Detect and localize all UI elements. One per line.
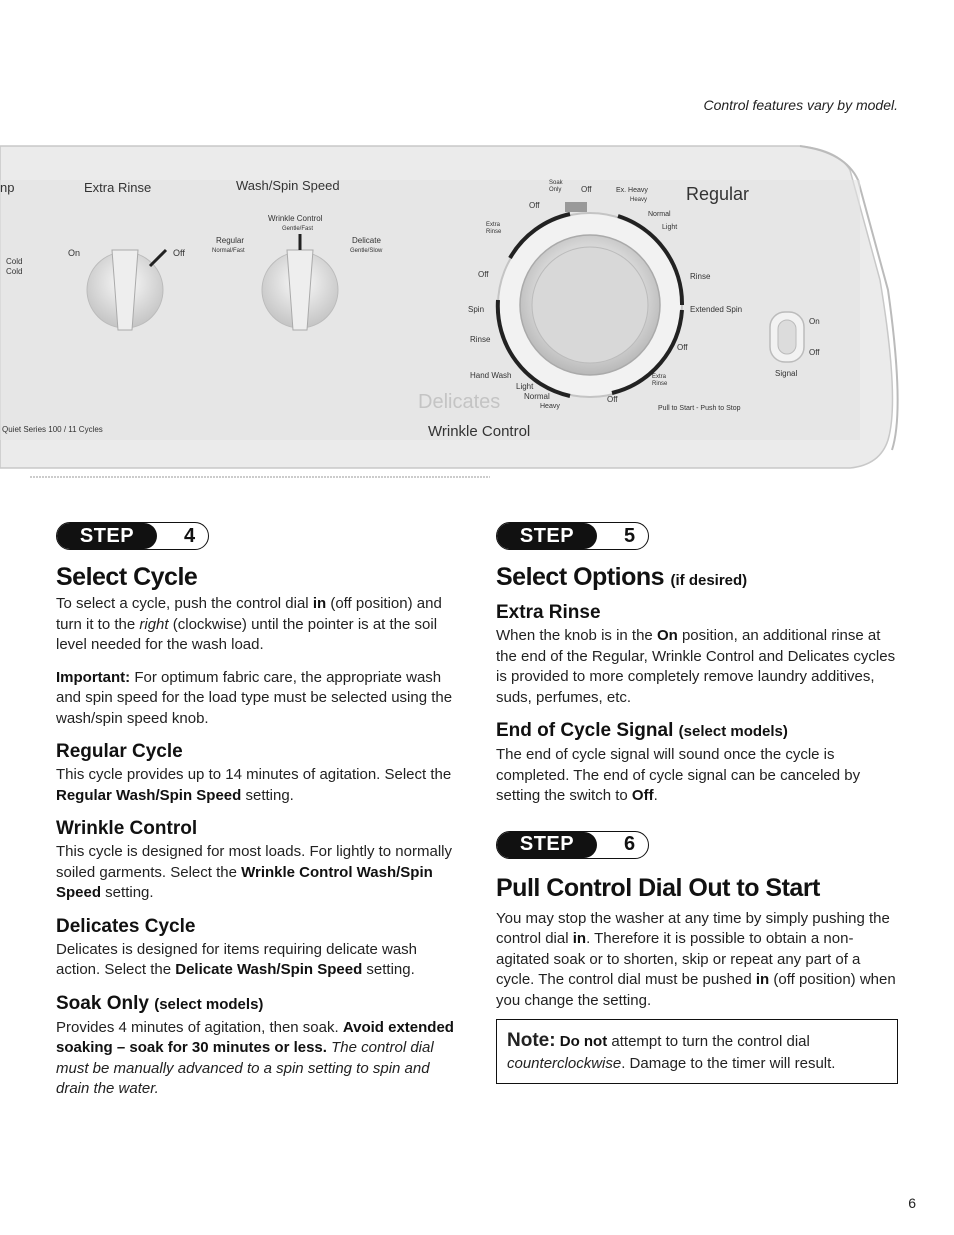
select-cycle-heading: Select Cycle	[56, 563, 198, 591]
important-note: Important: For optimum fabric care, the appropriate wash and spin speed for the load type must be selected using the wash/spin speed knob.	[56, 668, 453, 727]
delicate-knob-label: Delicate	[352, 236, 381, 245]
normal-left-label: Normal	[524, 392, 550, 401]
extra-rinse-left-label-2: Rinse	[486, 229, 502, 235]
regular-cycle-label: Regular	[686, 184, 750, 204]
note-box	[496, 1019, 898, 1084]
soak-only-heading: Soak Only (select models)	[56, 992, 264, 1014]
model-series-label: Quiet Series 100 / 11 Cycles	[2, 425, 103, 434]
step-6-badge	[496, 831, 649, 859]
dial-off-right: Off	[677, 343, 688, 352]
cold-cold-label: Cold	[6, 257, 23, 266]
hand-wash-label: Hand Wash	[470, 371, 512, 380]
select-options-heading: Select Options (if desired)	[496, 563, 748, 591]
wrinkle-control-heading: Wrinkle Control	[56, 818, 198, 839]
delicates-watermark-label: Delicates	[418, 391, 501, 413]
extra-rinse-text: When the knob is in the On position, an additional rinse at the end of the Regular, Wrinkle Control and Delicates cycles is provided to more completely remove laundry additives, suds, perfumes, etc.	[496, 627, 896, 706]
signal-switch[interactable]	[770, 312, 804, 362]
right-column	[496, 522, 901, 1084]
pull-control-dial-text: You may stop the washer at any time by simply pushing the control dial in. Therefore it is possible to obtain a non-agitated soak or to shorten, skip or repeat any part of a cycle. The control dial must be pushed in (off position) when you change the setting.	[496, 909, 896, 1009]
wrinkle-control-text: This cycle is designed for most loads. For lightly to normally soiled garments. Select the Wrinkle Control Wash/Spin Speed setting.	[56, 843, 452, 901]
pull-to-start-label: Pull to Start - Push to Stop	[658, 405, 741, 412]
pull-control-dial-heading: Pull Control Dial Out to Start	[496, 873, 820, 902]
page-number: 6	[908, 1195, 916, 1211]
select-cycle-intro: To select a cycle, push the control dial in (off position) and turn it to the right (clockwise) until the pointer is at the soil level needed for the wash load.	[56, 595, 442, 653]
extended-spin-label: Extended Spin	[690, 305, 743, 314]
model-note: Control features vary by model.	[703, 97, 898, 113]
extra-rinse-dial-label: Extra	[652, 374, 667, 380]
light-left-label: Light	[516, 382, 534, 391]
normal-label: Normal	[648, 211, 671, 218]
step-number: 6	[623, 833, 636, 855]
control-panel-illustration	[0, 140, 900, 480]
delicates-cycle-heading: Delicates Cycle	[56, 915, 196, 937]
step-5-badge	[496, 522, 649, 550]
wrinkle-control-knob-label: Wrinkle Control	[268, 214, 323, 223]
end-of-cycle-signal-heading: End of Cycle Signal (select models)	[496, 720, 788, 741]
dial-off-bottom: Off	[607, 395, 618, 404]
regular-cycle-heading: Regular Cycle	[56, 741, 183, 762]
cold-cold-label-2: Cold	[6, 267, 23, 276]
dial-off-top: Off	[581, 185, 592, 194]
rinse-left-label: Rinse	[470, 335, 491, 344]
rinse-label: Rinse	[690, 272, 711, 281]
wash-spin-speed-label: Wash/Spin Speed	[236, 178, 340, 193]
extra-rinse-on-label: On	[68, 248, 81, 258]
left-column	[56, 522, 461, 1100]
heavy-label: Heavy	[630, 197, 648, 203]
extra-rinse-heading: Extra Rinse	[496, 602, 601, 623]
dial-off-top-left: Off	[529, 201, 540, 210]
step-label: STEP	[497, 832, 597, 858]
signal-label: Signal	[775, 369, 798, 378]
dial-off-left: Off	[478, 270, 489, 279]
light-label: Light	[662, 224, 678, 231]
regular-knob-label: Regular	[216, 236, 245, 245]
soak-only-label-2: Only	[549, 187, 562, 193]
gentle-fast-label: Gentle/Fast	[282, 226, 314, 232]
normal-fast-label: Normal/Fast	[212, 248, 245, 254]
step-number: 4	[183, 524, 196, 547]
step-label: STEP	[57, 523, 157, 549]
step-4-badge	[56, 522, 209, 550]
heavy-left-label: Heavy	[540, 403, 560, 410]
regular-cycle-text: This cycle provides up to 14 minutes of agitation. Select the Regular Wash/Spin Speed setting.	[56, 766, 452, 804]
note-text: Note: Do not attempt to turn the control dial counterclockwise. Damage to the timer will result.	[507, 1030, 836, 1072]
wrinkle-control-panel-label: Wrinkle Control	[428, 423, 531, 440]
soak-only-label: Soak	[549, 180, 563, 186]
extra-rinse-panel-label: Extra Rinse	[84, 180, 152, 195]
step-number: 5	[623, 524, 636, 547]
signal-off-label: Off	[809, 348, 820, 357]
extra-rinse-left-label: Extra	[486, 222, 501, 228]
extra-rinse-off-label: Off	[173, 248, 185, 258]
step-label: STEP	[497, 523, 597, 549]
temp-label-partial: np	[0, 180, 15, 195]
soak-only-text: Provides 4 minutes of agitation, then soak. Avoid extended soaking – soak for 30 minutes or less. The control dial must be manually advanced to a spin setting to spin and drain the water.	[56, 1018, 454, 1097]
ex-heavy-label: Ex. Heavy	[616, 187, 648, 194]
spin-label: Spin	[468, 305, 485, 314]
delicates-cycle-text: Delicates is designed for items requiring delicate wash action. Select the Delicate Wash/Spin Speed setting.	[56, 940, 418, 978]
end-of-cycle-signal-text: The end of cycle signal will sound once the cycle is completed. The end of cycle signal can be canceled by setting the switch to Off.	[496, 746, 861, 804]
extra-rinse-dial-label-2: Rinse	[652, 381, 668, 387]
gentle-slow-label: Gentle/Slow	[350, 248, 383, 254]
signal-on-label: On	[809, 317, 820, 326]
